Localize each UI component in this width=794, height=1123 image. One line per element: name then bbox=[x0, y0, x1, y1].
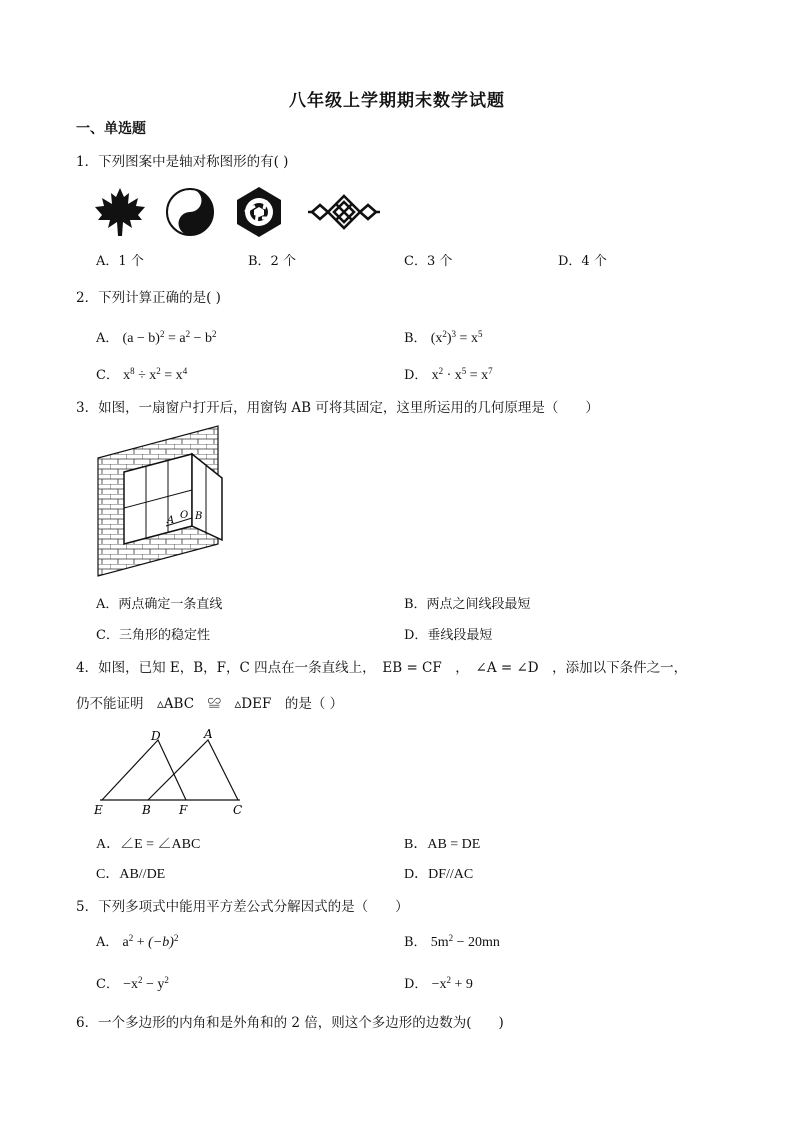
expression: $x^8 \div x^2 = x^4$ bbox=[123, 366, 188, 383]
hexagon-camera-icon bbox=[237, 187, 281, 237]
chinese-knot-icon bbox=[308, 196, 380, 228]
option-label: A． bbox=[96, 935, 119, 950]
question-2-stem: 2．下列计算正确的是( ) bbox=[76, 290, 221, 306]
q2-option-a bbox=[96, 327, 216, 347]
q5-option-a bbox=[96, 931, 178, 951]
option-label: C． bbox=[96, 368, 119, 383]
expression: $a^2 + (-b)^2$ bbox=[122, 933, 179, 950]
question-6-stem: 6．一个多边形的内角和是外角和的 2 倍，则这个多边形的边数为( ) bbox=[76, 1015, 504, 1031]
point-a-label: A bbox=[167, 515, 175, 526]
q5-option-b bbox=[404, 931, 500, 951]
maple-leaf-icon bbox=[95, 188, 145, 236]
q3-option-d: D．垂线段最短 bbox=[404, 628, 493, 643]
point-d-label: D bbox=[151, 729, 161, 743]
point-f-label: F bbox=[179, 803, 188, 817]
q3-option-b: B．两点之间线段最短 bbox=[404, 597, 531, 612]
q3-option-a: A．两点确定一条直线 bbox=[96, 597, 223, 612]
point-e-label: E bbox=[94, 803, 103, 817]
q3-option-c: C．三角形的稳定性 bbox=[96, 628, 210, 643]
q5-option-d bbox=[404, 973, 473, 993]
expression: $(x^2)^3 = x^5$ bbox=[430, 329, 483, 346]
q4-option-d: D．DF//AC bbox=[404, 867, 474, 882]
question-4-stem-line-1: 4．如图，已知 E，B，F，C 四点在一条直线上， EB = CF ， ∠A = ∠D ，添加以下条件之一， bbox=[76, 660, 688, 676]
question-5-stem: 5．下列多项式中能用平方差公式分解因式的是（ ） bbox=[76, 899, 409, 915]
page-title: 八年级上学期期末数学试题 bbox=[289, 91, 505, 111]
expression: $5m^2 - 20mn$ bbox=[430, 933, 500, 950]
q4-option-a: A．∠E = ∠ABC bbox=[96, 837, 201, 852]
option-label: B． bbox=[404, 331, 427, 346]
q4-option-b: B．AB = DE bbox=[404, 837, 481, 852]
question-1-figures bbox=[92, 186, 392, 238]
point-a-label: A bbox=[204, 727, 213, 741]
section-heading: 一、单选题 bbox=[76, 121, 146, 137]
option-label: C． bbox=[96, 977, 119, 992]
expression: $x^2 \cdot x^5 = x^7$ bbox=[431, 366, 493, 383]
option-label: A． bbox=[96, 331, 119, 346]
q2-option-d bbox=[404, 364, 493, 384]
expression: $-x^2 - y^2$ bbox=[123, 975, 169, 992]
question-3-window-figure bbox=[94, 424, 228, 582]
q5-option-c bbox=[96, 973, 169, 993]
q1-option-a: A．1 个 bbox=[96, 254, 144, 269]
point-b-label: B bbox=[142, 803, 151, 817]
point-b-label: B bbox=[195, 511, 203, 522]
question-3-stem: 3．如图，一扇窗户打开后，用窗钩 AB 可将其固定，这里所运用的几何原理是（ ） bbox=[76, 400, 599, 416]
q2-option-b bbox=[404, 327, 482, 347]
q2-option-c bbox=[96, 364, 187, 384]
question-4-triangle-figure bbox=[90, 726, 250, 820]
question-1-stem: 1．下列图案中是轴对称图形的有( ) bbox=[76, 154, 289, 170]
option-label: B． bbox=[404, 935, 427, 950]
point-c-label: C bbox=[233, 803, 243, 817]
option-label: D． bbox=[404, 368, 428, 383]
q1-option-d: D．4 个 bbox=[558, 254, 607, 269]
q1-option-b: B．2 个 bbox=[248, 254, 296, 269]
q4-option-c: C．AB//DE bbox=[96, 867, 166, 882]
yin-yang-icon bbox=[167, 189, 213, 235]
point-o-label: O bbox=[180, 510, 189, 521]
expression: $-x^2 + 9$ bbox=[431, 975, 473, 992]
option-label: D． bbox=[404, 977, 428, 992]
q1-option-c: C．3 个 bbox=[404, 254, 453, 269]
expression: $(a - b)^2 = a^2 - b^2$ bbox=[122, 329, 217, 346]
question-4-stem-line-2: 仍不能证明 ▵ABC ≌ ▵DEF 的是（ ） bbox=[76, 696, 344, 712]
